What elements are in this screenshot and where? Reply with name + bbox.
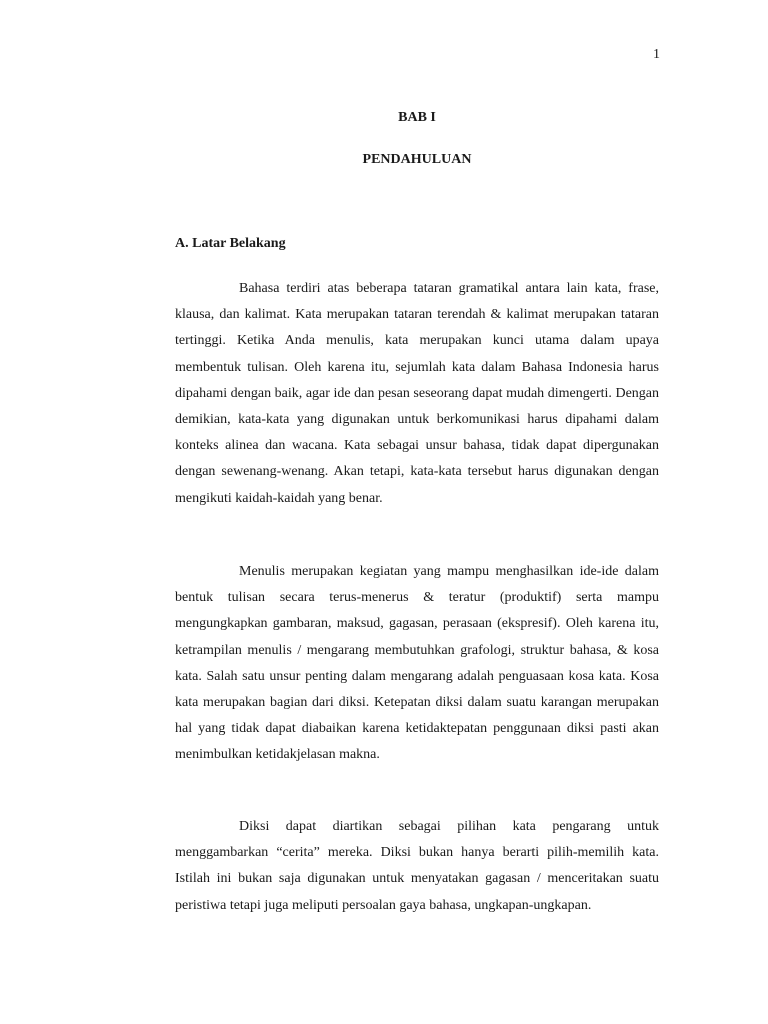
paragraph-1-block bbox=[175, 276, 659, 512]
paragraph-3-block bbox=[175, 814, 659, 919]
paragraph-2-block bbox=[175, 559, 659, 769]
paragraph: Menulis merupakan kegiatan yang mampu menghasilkan ide-ide dalam bentuk tulisan secara terus-menerus & teratur (produktif) serta mampu mengungkapkan gambaran, maksud, gagasan, perasaan (ekspresif). Oleh karena itu, ketrampilan menulis / mengarang membutuhkan grafologi, struktur bahasa, & kosa kata. Salah satu unsur penting dalam mengarang adalah penguasaan kosa kata. Kosa kata merupakan bagian dari diksi. Ketepatan diksi dalam suatu karangan merupakan hal yang tidak dapat diabaikan karena ketidaktepatan penggunaan diksi pasti akan menimbulkan ketidakjelasan makna. bbox=[175, 564, 659, 763]
section-heading: A. Latar Belakang bbox=[175, 236, 286, 251]
chapter-title: PENDAHULUAN bbox=[362, 152, 472, 167]
page-number: 1 bbox=[653, 47, 660, 62]
paragraph: Bahasa terdiri atas beberapa tataran gramatikal antara lain kata, frase, klausa, dan kalimat. Kata merupakan tataran terendah & kalimat merupakan tataran tertinggi. Ketika Anda menulis, kata merupakan kunci utama dalam upaya membentuk tulisan. Oleh karena itu, sejumlah kata dalam Bahasa Indonesia harus dipahami dengan baik, agar ide dan pesan seseorang dapat mudah dimengerti. Dengan demikian, kata-kata yang digunakan untuk berkomunikasi harus dipahami dalam konteks alinea dan wacana. Kata sebagai unsur bahasa, tidak dapat dipergunakan dengan sewenang-wenang. Akan tetapi, kata-kata tersebut harus digunakan dengan mengikuti kaidah-kaidah yang benar. bbox=[175, 281, 659, 506]
chapter-label: BAB I bbox=[398, 110, 436, 125]
paragraph: Diksi dapat diartikan sebagai pilihan kata pengarang untuk menggambarkan “cerita” mereka. Diksi bukan hanya berarti pilih-memilih kata. Istilah ini bukan saja digunakan untuk menyatakan gagasan / menceritakan suatu peristiwa tetapi juga meliputi persoalan gaya bahasa, ungkapan-ungkapan. bbox=[175, 819, 659, 913]
